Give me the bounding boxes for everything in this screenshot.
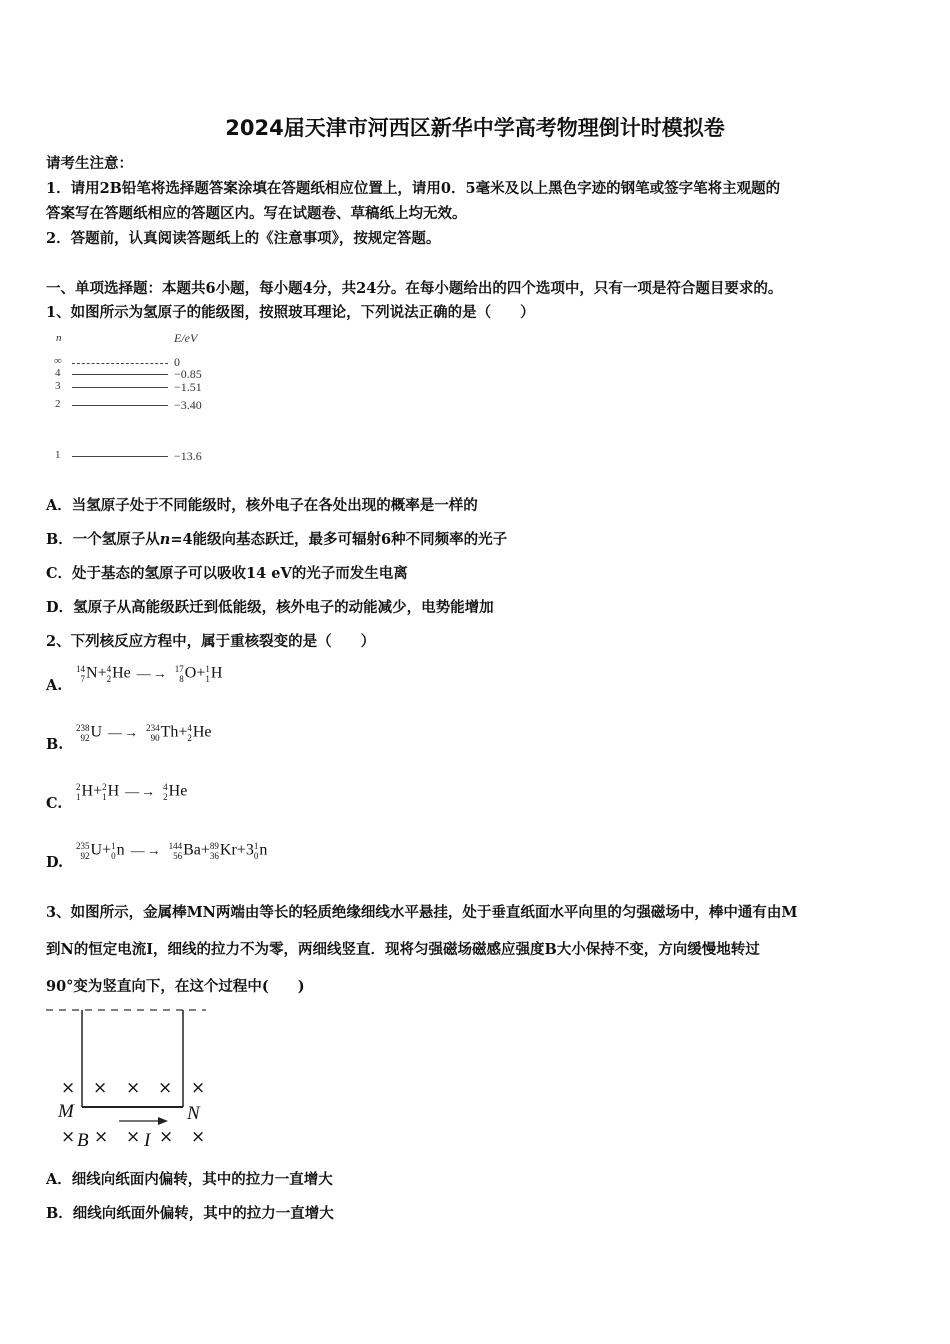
q3-option-b: B．细线向纸面外偏转，其中的拉力一直增大 [46, 1205, 334, 1222]
q2-option-b-label: B. [46, 736, 64, 753]
field-cross: × [94, 1127, 109, 1147]
level-e-1: −13.6 [174, 449, 202, 463]
q2-option-c-label: C. [46, 795, 63, 812]
level-n-inf: ∞ [54, 355, 62, 367]
q2-option-b-equation: 238 92 U —→ 234 90 Th+ 4 2 He [76, 723, 212, 743]
question-1-stem: 1、如图所示为氢原子的能级图，按照玻耳理论，下列说法正确的是（ ） [46, 304, 535, 321]
q1-option-a: A．当氢原子处于不同能级时，核外电子在各处出现的概率是一样的 [46, 497, 478, 514]
q2-option-a-label: A. [46, 677, 63, 694]
notice-item-2: 2．答题前，认真阅读答题纸上的《注意事项》，按规定答题。 [46, 230, 441, 247]
field-cross: × [126, 1078, 141, 1098]
q1-option-b-var: n [159, 531, 171, 548]
question-2-stem: 2、下列核反应方程中，属于重核裂变的是（ ） [46, 633, 376, 650]
field-cross: × [61, 1078, 76, 1098]
q2-option-a-equation: 14 7 N+ 4 2 He —→ 17 8 O+ 1 1 H [76, 664, 223, 684]
question-3-line-2: 到N的恒定电流I，细线的拉力不为零，两细线竖直．现将匀强磁场磁感应强度B大小保持不变，方向缓慢地转过 [46, 941, 760, 958]
level-n-1: 1 [55, 449, 61, 461]
level-e-inf: 0 [174, 355, 180, 369]
question-3-line-1: 3、如图所示，金属棒MN两端由等长的轻质绝缘细线水平悬挂，处于垂直纸面水平向里的匀强磁场中，棒中通有由M [46, 904, 798, 921]
level-line-4 [72, 374, 168, 375]
level-line-3 [72, 387, 168, 388]
energy-level-diagram [52, 330, 222, 470]
q2-option-d-label: D. [46, 854, 64, 871]
level-e-3: −1.51 [174, 380, 202, 394]
field-cross: × [191, 1127, 206, 1147]
q1-option-b-pre: B．一个氢原子从 [46, 531, 160, 548]
question-3-line-3: 90°变为竖直向下，在这个过程中( ) [46, 978, 305, 995]
magnetic-field-figure [44, 1000, 224, 1160]
section-heading: 一、单项选择题：本题共6小题，每小题4分，共24分。在每小题给出的四个选项中，只有一项是符合题目要求的。 [46, 280, 783, 297]
energy-axis-label: E/eV [174, 331, 198, 345]
level-line-1 [72, 456, 168, 457]
notice-item-1-line-1: 1．请用2B铅笔将选择题答案涂填在答题纸相应位置上，请用0．5毫米及以上黑色字迹的钢笔或签字笔将主观题的 [46, 180, 781, 197]
q1-option-d: D．氢原子从高能级跃迁到低能级，核外电子的动能减少，电势能增加 [46, 599, 494, 616]
label-n: N [187, 1103, 200, 1124]
level-n-3: 3 [55, 380, 61, 392]
field-cross: × [126, 1127, 141, 1147]
current-arrow-head [158, 1117, 168, 1125]
field-cross: × [191, 1078, 206, 1098]
notice-item-1-line-2: 答案写在答题纸相应的答题区内。写在试题卷、草稿纸上均无效。 [46, 205, 467, 222]
field-cross: × [159, 1127, 174, 1147]
q2-option-c-equation: 2 1 H+ 2 1 H —→ 4 2 He [76, 782, 188, 802]
q1-option-b-post: =4能级向基态跃迁，最多可辐射6种不同频率的光子 [170, 531, 508, 548]
field-cross: × [158, 1078, 173, 1098]
label-i: I [144, 1130, 151, 1151]
level-line-inf [72, 363, 168, 364]
n-axis-label: n [56, 332, 62, 344]
level-line-2 [72, 405, 168, 406]
notice-heading: 请考生注意： [46, 155, 133, 172]
field-cross: × [93, 1078, 108, 1098]
q3-option-a: A．细线向纸面内偏转，其中的拉力一直增大 [46, 1171, 333, 1188]
q1-option-c: C．处于基态的氢原子可以吸收14 eV的光子而发生电离 [46, 565, 408, 582]
page-title: 2024届天津市河西区新华中学高考物理倒计时模拟卷 [225, 116, 725, 140]
field-cross: × [61, 1127, 76, 1147]
level-n-4: 4 [55, 367, 61, 379]
q2-option-d-equation: 235 92 U+ 1 0 n —→ 144 56 Ba+ 89 36 Kr+3 1 0 n [76, 841, 268, 861]
q1-option-b [46, 528, 507, 549]
level-n-2: 2 [55, 398, 61, 410]
label-b: B [77, 1130, 89, 1151]
level-e-2: −3.40 [174, 398, 202, 412]
level-e-4: −0.85 [174, 367, 202, 381]
label-m: M [58, 1101, 74, 1122]
